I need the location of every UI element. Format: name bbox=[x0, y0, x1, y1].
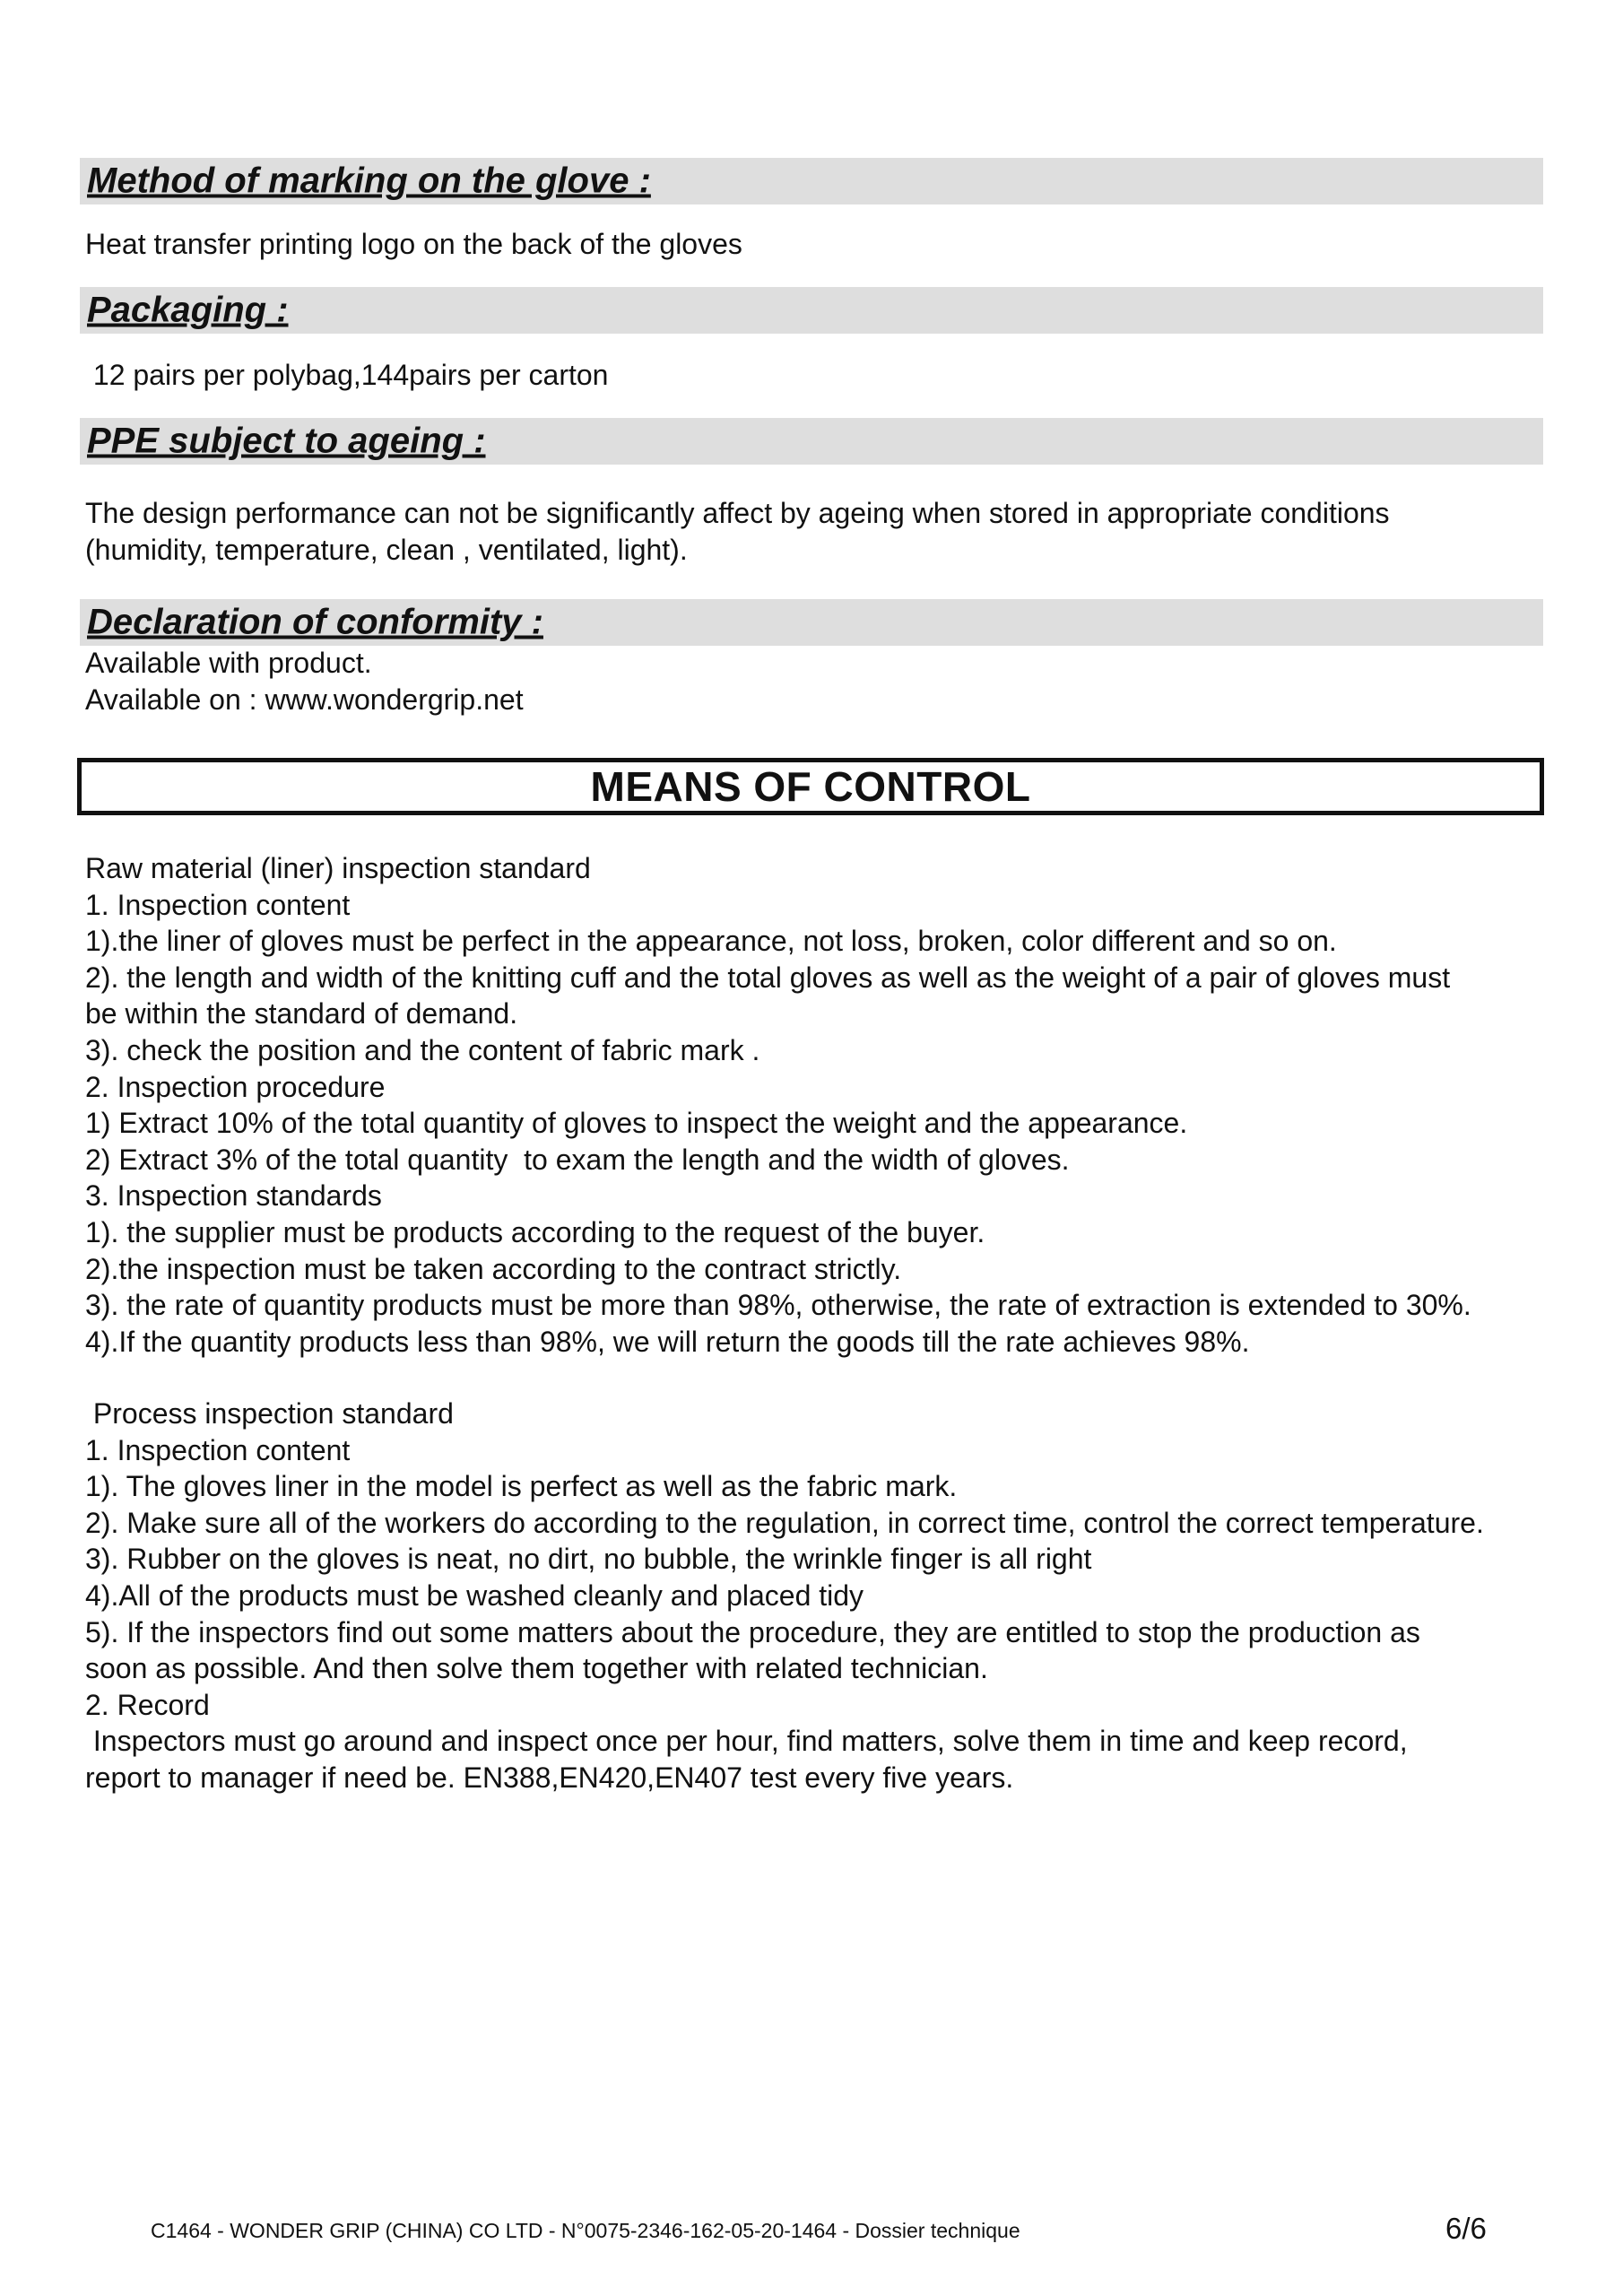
process-inspection-block bbox=[85, 1396, 1484, 1796]
text-line: 3). the rate of quantity products must be more than 98%, otherwise, the rate of extraction is extended to 30%. bbox=[85, 1289, 1471, 1322]
text-line: 1).the liner of gloves must be perfect in the appearance, not loss, broken, color different and so on. bbox=[85, 925, 1337, 958]
means-of-control-box bbox=[77, 758, 1544, 815]
text-line: 1). the supplier must be products according to the request of the buyer. bbox=[85, 1215, 985, 1248]
section-title-conformity: Declaration of conformity : bbox=[87, 602, 543, 642]
section-header-marking bbox=[80, 158, 1543, 204]
ageing-text-line1: The design performance can not be significantly affect by ageing when stored in appropriate conditions bbox=[85, 497, 1390, 529]
section-header-packaging bbox=[80, 287, 1543, 334]
text-line: be within the standard of demand. bbox=[85, 997, 518, 1031]
text-line: 5). If the inspectors find out some matters about the procedure, they are entitled to stop the production as bbox=[85, 1615, 1420, 1648]
text-line: 1). The gloves liner in the model is perfect as well as the fabric mark. bbox=[85, 1470, 958, 1503]
text-line: soon as possible. And then solve them together with related technician. bbox=[85, 1652, 988, 1685]
text-line: Raw material (liner) inspection standard bbox=[85, 852, 591, 884]
text-line: 2. Inspection procedure bbox=[85, 1070, 386, 1103]
marking-text: Heat transfer printing logo on the back of the gloves bbox=[85, 228, 742, 260]
text-line: 4).All of the products must be washed cleanly and placed tidy bbox=[85, 1578, 864, 1612]
packaging-text: 12 pairs per polybag,144pairs per carton bbox=[85, 359, 609, 391]
text-line: Inspectors must go around and inspect once per hour, find matters, solve them in time and keep record, bbox=[85, 1725, 1408, 1758]
text-line: report to manager if need be. EN388,EN420,EN407 test every five years. bbox=[85, 1761, 1014, 1794]
text-line: 2). the length and width of the knitting cuff and the total gloves as well as the weight of a pair of gloves must bbox=[85, 961, 1451, 994]
conformity-text-line1: Available with product. bbox=[85, 647, 372, 679]
text-line: 1) Extract 10% of the total quantity of gloves to inspect the weight and the appearance. bbox=[85, 1107, 1188, 1140]
section-header-conformity bbox=[80, 599, 1543, 646]
text-line: Process inspection standard bbox=[85, 1397, 454, 1430]
text-line: 3). Rubber on the gloves is neat, no dirt, no bubble, the wrinkle finger is all right bbox=[85, 1543, 1092, 1576]
text-line: 2).the inspection must be taken according to the contract strictly. bbox=[85, 1252, 902, 1285]
text-line: 2). Make sure all of the workers do according to the regulation, in correct time, control the correct temperature. bbox=[85, 1506, 1484, 1539]
section-title-marking: Method of marking on the glove : bbox=[87, 161, 651, 201]
section-title-ageing: PPE subject to ageing : bbox=[87, 421, 486, 461]
text-line: 2) Extract 3% of the total quantity to exam the length and the width of gloves. bbox=[85, 1143, 1070, 1176]
raw-material-inspection-block bbox=[85, 850, 1471, 1360]
page-number: 6/6 bbox=[1445, 2212, 1487, 2245]
section-title-packaging: Packaging : bbox=[87, 290, 289, 330]
ageing-text-line2: (humidity, temperature, clean , ventilated, light). bbox=[85, 534, 688, 566]
text-line: 1. Inspection content bbox=[85, 888, 351, 921]
conformity-text-line2: Available on : www.wondergrip.net bbox=[85, 683, 524, 716]
text-line: 3). check the position and the content of fabric mark . bbox=[85, 1033, 760, 1066]
text-line: 2. Record bbox=[85, 1688, 210, 1721]
page-footer: C1464 - WONDER GRIP (CHINA) CO LTD - N°0075-2346-162-05-20-1464 - Dossier technique bbox=[151, 2219, 1020, 2242]
text-line: 1. Inspection content bbox=[85, 1433, 351, 1466]
text-line: 4).If the quantity products less than 98%, we will return the goods till the rate achieves 98%. bbox=[85, 1325, 1250, 1358]
text-line: 3. Inspection standards bbox=[85, 1179, 382, 1213]
section-header-ageing bbox=[80, 418, 1543, 465]
means-of-control-title: MEANS OF CONTROL bbox=[590, 763, 1031, 810]
